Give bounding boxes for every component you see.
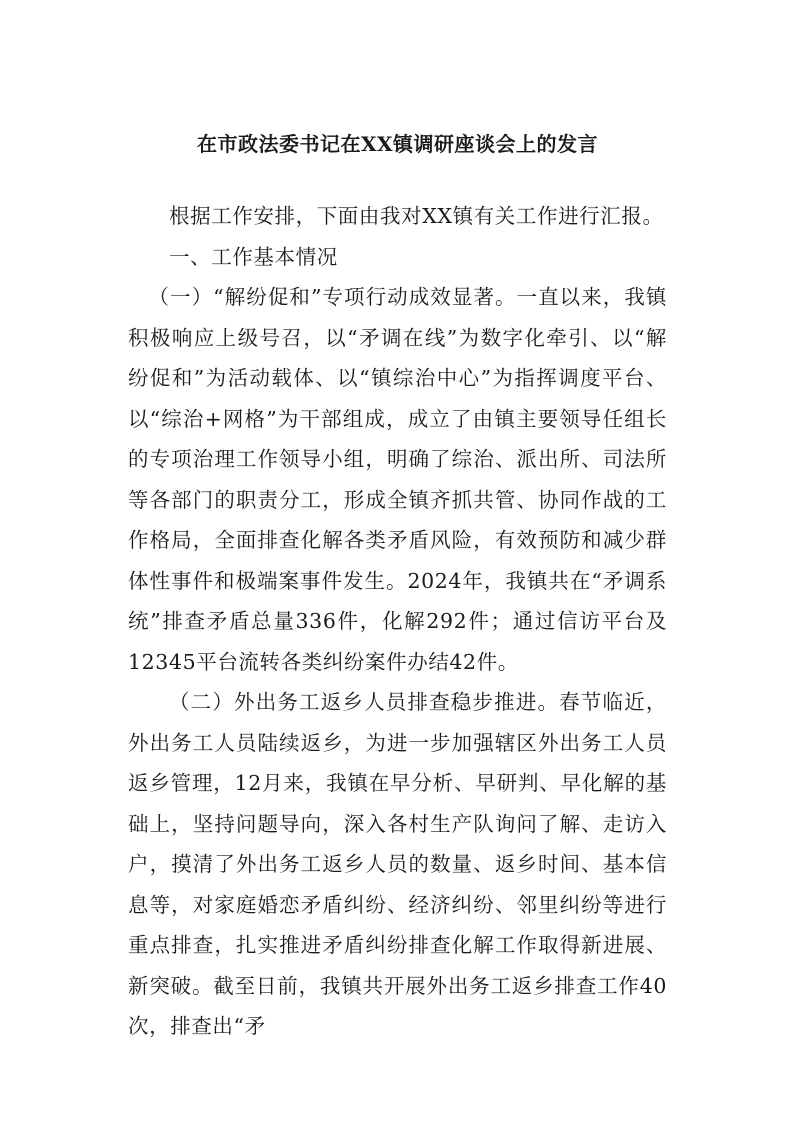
paragraph-intro: 根据工作安排，下面由我对XX镇有关工作进行汇报。	[169, 204, 664, 228]
paragraph-item-1: （一）“解纷促和”专项行动成效显著。一直以来，我镇积极响应上级号召，以“矛调在线”为数字化牵引、以“解纷促和”为活动载体、以“镇综治中心”为指挥调度平台、以“综治+网格”为干部组成，成立了由镇主要领导任组长的专项治理工作领导小组，明确了综治、派出所、司法所等各部门的职责分工，形成全镇齐抓共管、协同作战的工作格局，全面排查化解各类矛盾风险，有效预防和减少群体性事件和极端案事件发生。2024年，我镇共在“矛调系统”排查矛盾总量336件，化解292件；通过信访平台及12345平台流转各类纠纷案件办结42件。	[128, 285, 667, 674]
section-heading: 一、工作基本情况	[169, 244, 338, 269]
document-title: 在市政法委书记在XX镇调研座谈会上的发言	[196, 132, 599, 156]
paragraph-item-2: （二）外出务工返乡人员排查稳步推进。春节临近，外出务工人员陆续返乡，为进一步加强辖区外出务工人员返乡管理，12月来，我镇在早分析、早研判、早化解的基础上，坚持问题导向，深入各村生产队询问了解、走访入户，摸清了外出务工返乡人员的数量、返乡时间、基本信息等，对家庭婚恋矛盾纠纷、经济纠纷、邻里纠纷等进行重点排查，扎实推进矛盾纠纷排查化解工作取得新进展、新突破。截至日前，我镇共开展外出务工返乡排查工作40次，排查出“矛	[128, 690, 667, 1038]
